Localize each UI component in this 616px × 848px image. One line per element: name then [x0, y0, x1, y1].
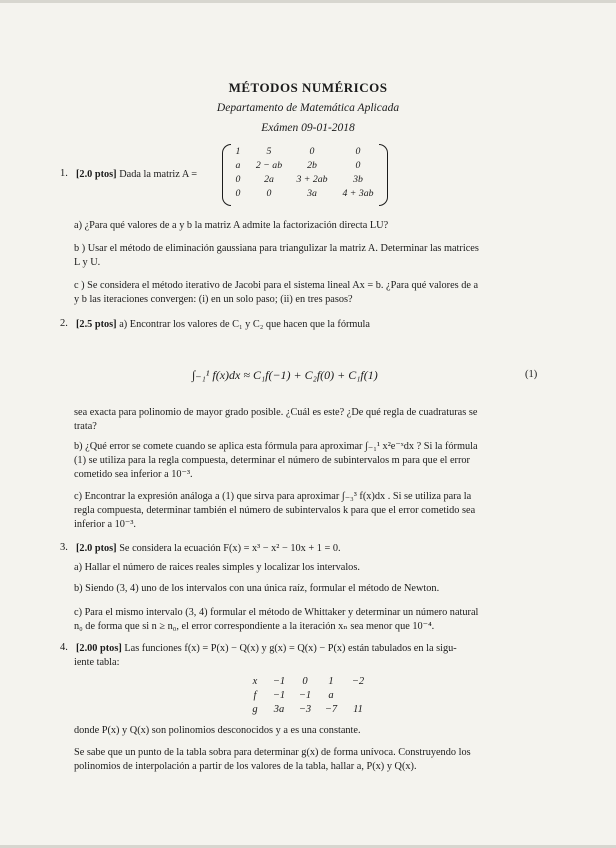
q3-part-c-line2: n₀ de forma que si n ≥ n₀, el error correspondiente a la iteración xₙ sea menor que 10⁻⁴.: [74, 621, 435, 632]
table-cell: −3: [298, 704, 312, 715]
q2-part-b-line1: b) ¿Qué error se comete cuando se aplica esta fórmula para aproximar ∫₋₁¹ x²e⁻ˣdx ? Si la fórmula: [74, 441, 478, 452]
q2-intro-text: a) Encontrar los valores de C₁ y C₂ que hacen que la fórmula: [119, 319, 370, 330]
q2-part-b-line3: cometido sea inferior a 10⁻³.: [74, 469, 193, 480]
matrix-cell: 0: [355, 160, 361, 171]
matrix-cell: 0: [266, 188, 272, 199]
q3-part-a: a) Hallar el número de raices reales simples y localizar los intervalos.: [74, 562, 360, 573]
q2-part-c-line1: c) Encontrar la expresión análoga a (1) que sirva para aproximar ∫₋₃³ f(x)dx . Si se utiliza para la: [74, 491, 472, 502]
matrix-cell: a: [235, 160, 241, 171]
table-cell: 0: [302, 676, 308, 687]
q1-part-b-line1: b ) Usar el método de eliminación gaussiana para triangulizar la matriz A. Determinar las matrices: [74, 243, 479, 254]
q4-intro-line1: [76, 642, 457, 656]
q4-intro-line2: iente tabla:: [74, 657, 120, 668]
q2-number: 2.: [60, 318, 68, 329]
q2-points: [2.5 ptos]: [76, 319, 117, 330]
q3-part-b: b) Siendo (3, 4) uno de los intervalos con una única raíz, formular el método de Newton.: [74, 583, 440, 594]
matrix-cell: 3 + 2ab: [296, 174, 328, 185]
matrix-a: [222, 144, 388, 204]
q1-part-b-line2: L y U.: [74, 257, 101, 268]
exam-date: Exámen 09-01-2018: [261, 122, 355, 134]
table-cell: g: [252, 704, 258, 715]
q2-part-a-line1: sea exacta para polinomio de mayor grado posible. ¿Cuál es este? ¿De qué regla de cuadraturas se: [74, 407, 478, 418]
table-cell: 3a: [273, 704, 285, 715]
table-cell: −1: [272, 676, 286, 687]
q4-number: 4.: [60, 642, 68, 653]
table-cell: x: [252, 676, 258, 687]
matrix-cell: 4 + 3ab: [342, 188, 374, 199]
q3-intro: [76, 542, 341, 556]
exam-title: MÉTODOS NUMÉRICOS: [228, 80, 388, 95]
table-cell: f: [253, 690, 257, 701]
table-cell: 11: [353, 704, 363, 715]
matrix-cell: 1: [235, 146, 241, 157]
matrix-cell: 2 − ab: [255, 160, 283, 171]
table-cell: −7: [324, 704, 338, 715]
q2-part-a-line2: trata?: [74, 421, 97, 432]
q2-part-c-line3: inferior a 10⁻³.: [74, 519, 136, 530]
matrix-cell: 0: [235, 188, 241, 199]
q1-number: 1.: [60, 168, 68, 179]
table-cell: 1: [328, 676, 334, 687]
q4-points: [2.00 ptos]: [76, 643, 122, 654]
department-name: Departamento de Matemática Aplicada: [216, 102, 400, 114]
matrix-cell: 2a: [264, 174, 274, 185]
quadrature-formula: ∫₋₁¹ f(x)dx ≈ C₁f(−1) + C₂f(0) + C₁f(1): [192, 368, 378, 382]
q1-points: [2.0 ptos]: [76, 169, 117, 180]
matrix-cell: 5: [266, 146, 272, 157]
q1-part-a: a) ¿Para qué valores de a y b la matriz A admite la factorización directa LU?: [74, 220, 389, 231]
q1-part-c-line1: c ) Se considera el método iterativo de Jacobi para el sistema lineal Ax = b. ¿Para qué valores de a: [74, 280, 479, 291]
q3-part-c-line1: c) Para el mismo intervalo (3, 4) formular el método de Whittaker y determinar un número natural: [74, 607, 479, 618]
equation-number: (1): [525, 369, 538, 380]
matrix-cell: 0: [309, 146, 315, 157]
q4-paragraph-2-line1: Se sabe que un punto de la tabla sobra para determinar g(x) de forma unívoca. Construyendo los: [74, 747, 471, 758]
q3-number: 3.: [60, 542, 68, 553]
table-cell: −2: [351, 676, 365, 687]
q4-paragraph-1: donde P(x) y Q(x) son polinomios desconocidos y a es una constante.: [74, 725, 361, 736]
matrix-cell: 3a: [307, 188, 317, 199]
scan-edge-top: [0, 0, 616, 3]
matrix-right-bracket: [379, 144, 388, 206]
matrix-cell: 2b: [307, 160, 317, 171]
q2-part-b-line2: (1) se utiliza para la regla compuesta, determinar el número de subintervalos m para que el error: [74, 455, 470, 466]
q2-part-c-line2: regla compuesta, determinar también el número de subintervalos k para que el error cometido sea: [74, 505, 476, 516]
q2-intro: [76, 318, 370, 332]
q1-part-c-line2: y b las iteraciones convergen: (i) en un solo paso; (ii) en tres pasos?: [74, 294, 353, 305]
table-cell: −1: [272, 690, 286, 701]
table-cell: −1: [298, 690, 312, 701]
matrix-cell: 0: [235, 174, 241, 185]
matrix-left-bracket: [222, 144, 231, 206]
table-cell: a: [328, 690, 334, 701]
q4-paragraph-2-line2: polinomios de interpolación a partir de los valores de la tabla, hallar a, P(x) y Q(x).: [74, 761, 417, 772]
q1-intro-text: Dada la matriz A =: [119, 169, 198, 180]
q3-intro-text: Se considera la ecuación F(x) = x³ − x² − 10x + 1 = 0.: [119, 543, 341, 554]
q3-points: [2.0 ptos]: [76, 543, 117, 554]
q4-intro-text: Las funciones f(x) = P(x) − Q(x) y g(x) = Q(x) − P(x) están tabulados en la sigu-: [124, 643, 457, 654]
q1-intro: [76, 168, 197, 182]
matrix-cell: 0: [355, 146, 361, 157]
matrix-cell: 3b: [353, 174, 363, 185]
